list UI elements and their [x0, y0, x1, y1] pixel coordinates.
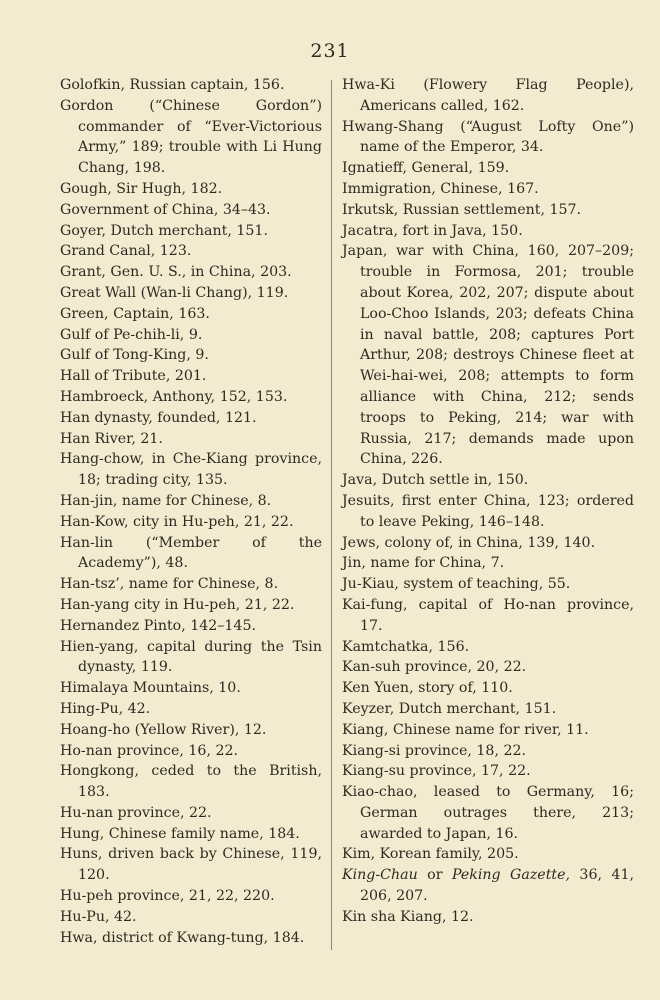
index-entry: Jesuits, first enter China, 123; ordered to leave Peking, 146–148.: [342, 492, 634, 530]
index-entry: Kiao-chao, leased to Germany, 16; German outrages there, 213; awarded to Japan, 16.: [342, 784, 634, 842]
index-entry: Hongkong, ceded to the British, 183.: [60, 763, 322, 801]
index-entry: Keyzer, Dutch merchant, 151.: [342, 700, 557, 717]
index-entry: Grant, Gen. U. S., in China, 203.: [60, 264, 292, 281]
index-entry: Goyer, Dutch merchant, 151.: [60, 222, 268, 239]
index-entry: Han-lin (“Member of the Academy”), 48.: [60, 534, 322, 572]
index-entry: Han-tsz’, name for Chinese, 8.: [60, 576, 279, 593]
index-entry: Hu-nan province, 22.: [60, 804, 212, 821]
index-entry: Green, Captain, 163.: [60, 305, 210, 322]
index-entry: Irkutsk, Russian settlement, 157.: [342, 201, 582, 218]
page-refs: 36, 41, 206, 207.: [360, 867, 634, 905]
index-entry: Hoang-ho (Yellow River), 12.: [60, 721, 267, 738]
index-entry: Gough, Sir Hugh, 182.: [60, 180, 223, 197]
index-entry: Kin sha Kiang, 12.: [342, 908, 474, 925]
index-entry: Han-yang city in Hu-peh, 21, 22.: [60, 596, 295, 613]
column-divider: [331, 80, 332, 950]
index-entry: Hwa, district of Kwang-tung, 184.: [60, 929, 305, 946]
index-column-left: [60, 75, 322, 948]
index-entry: Hu-Pu, 42.: [60, 908, 137, 925]
index-entry: Jacatra, fort in Java, 150.: [342, 222, 523, 239]
index-entry: Gulf of Pe-chih-li, 9.: [60, 326, 203, 343]
index-entry: Hing-Pu, 42.: [60, 700, 151, 717]
index-entry: Han River, 21.: [60, 430, 163, 447]
index-entry: [342, 865, 634, 907]
italic-title: Peking Gazette,: [451, 867, 570, 884]
index-entry: Immigration, Chinese, 167.: [342, 180, 539, 197]
index-entry: Himalaya Mountains, 10.: [60, 680, 241, 697]
index-entry: Jin, name for China, 7.: [342, 555, 505, 572]
page-number: 231: [310, 40, 350, 62]
index-entry: Ju-Kiau, system of teaching, 55.: [342, 576, 571, 593]
index-entry: Gordon (“Chinese Gordon”) commander of “Ever-Victorious Army,” 189; trouble with Li Hung Chang, 198.: [60, 97, 322, 177]
index-entry: Hwa-Ki (Flowery Flag People), Americans called, 162.: [342, 77, 634, 114]
index-entry: Han-jin, name for Chinese, 8.: [60, 492, 272, 509]
index-entry: Gulf of Tong-King, 9.: [60, 347, 209, 364]
index-entry: Hien-yang, capital during the Tsin dynasty, 119.: [60, 638, 322, 676]
italic-title: King-Chau: [342, 867, 418, 884]
index-entry: Huns, driven back by Chinese, 119, 120.: [60, 846, 322, 884]
index-entry: Kiang, Chinese name for river, 11.: [342, 721, 589, 738]
index-entry: Java, Dutch settle in, 150.: [342, 472, 529, 489]
index-entry: Great Wall (Wan-li Chang), 119.: [60, 284, 289, 301]
index-entry: Hung, Chinese family name, 184.: [60, 825, 300, 842]
index-entry: Ken Yuen, story of, 110.: [342, 680, 513, 697]
index-entry: Golofkin, Russian captain, 156.: [60, 77, 285, 93]
index-entry: Hwang-Shang (“August Lofty One”) name of the Emperor, 34.: [342, 118, 634, 156]
index-entry: Government of China, 34–43.: [60, 201, 271, 218]
index-entry: Kamtchatka, 156.: [342, 638, 470, 655]
index-column-right: [342, 75, 634, 928]
joiner-text: or: [417, 867, 452, 884]
index-entry: Jews, colony of, in China, 139, 140.: [342, 534, 596, 551]
index-entry: Kiang-si province, 18, 22.: [342, 742, 527, 759]
index-entry: Hang-chow, in Che-Kiang province, 18; trading city, 135.: [60, 451, 322, 489]
index-entry: Hall of Tribute, 201.: [60, 368, 207, 385]
index-entry: Kiang-su province, 17, 22.: [342, 763, 531, 780]
index-entry: Hernandez Pinto, 142–145.: [60, 617, 256, 634]
index-entry: Ho-nan province, 16, 22.: [60, 742, 239, 759]
index-entry: Kan-suh province, 20, 22.: [342, 659, 527, 676]
index-entry: Hambroeck, Anthony, 152, 153.: [60, 388, 288, 405]
index-entry: Han dynasty, founded, 121.: [60, 409, 257, 426]
index-entry: Hu-peh province, 21, 22, 220.: [60, 888, 275, 905]
index-entry: Han-Kow, city in Hu-peh, 21, 22.: [60, 513, 294, 530]
index-entry: Kim, Korean family, 205.: [342, 846, 519, 863]
index-entry: Grand Canal, 123.: [60, 243, 192, 260]
index-entry: Kai-fung, capital of Ho-nan province, 17.: [342, 596, 634, 634]
index-entry: Ignatieff, General, 159.: [342, 160, 510, 177]
index-entry: Japan, war with China, 160, 207–209; trouble in Formosa, 201; trouble about Korea, 202, 207; dispute about Loo-Choo Islands, 203; defeats China in naval battle, 208; captures Port Arthur, 208; destroys Chinese fleet at Wei-hai-wei, 208; attempts to form alliance with China, 212; sends troops to Peking, 214; war with Russia, 217; demands made upon China, 226.: [342, 243, 634, 468]
